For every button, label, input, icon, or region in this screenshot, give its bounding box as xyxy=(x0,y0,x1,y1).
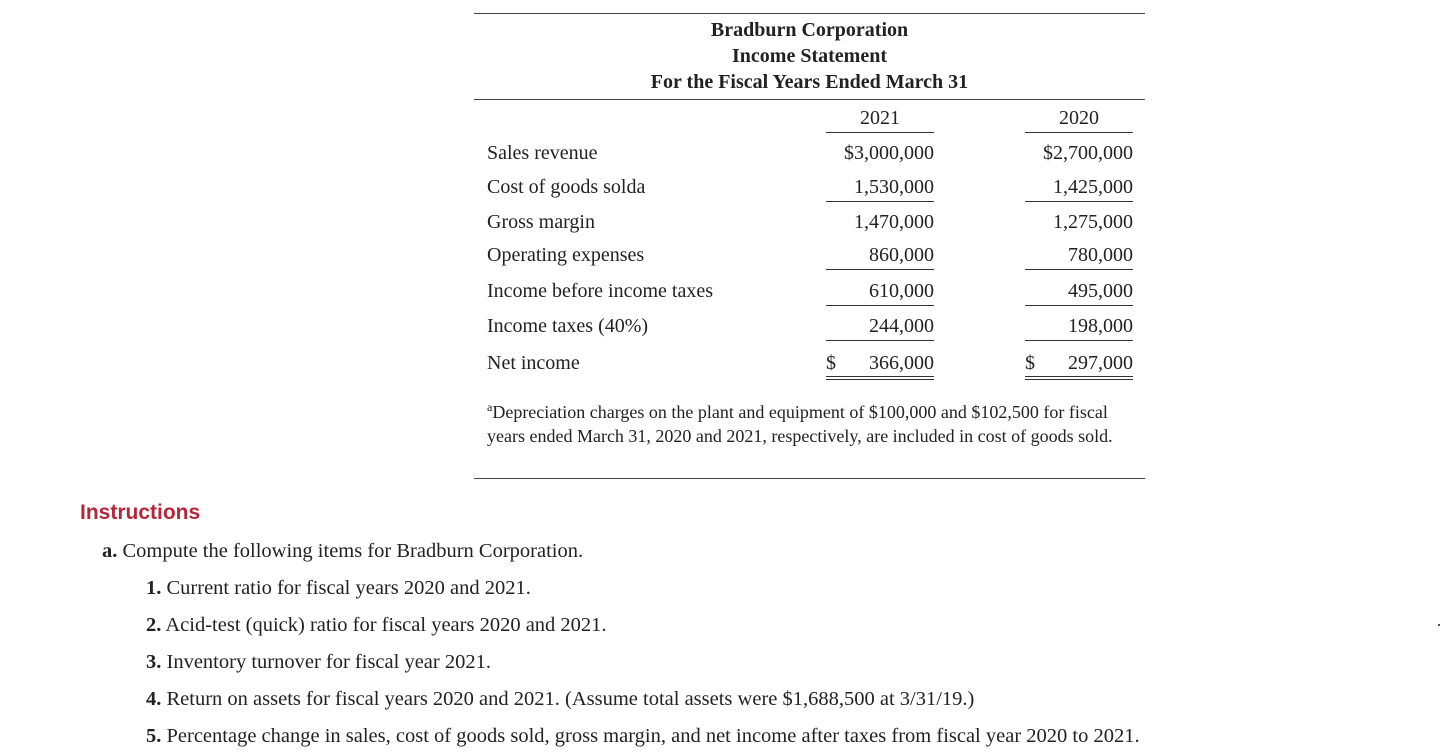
year-header-2021: 2021 xyxy=(860,107,900,129)
subtotal-rule xyxy=(826,305,934,306)
item-text: Percentage change in sales, cost of goods sold, gross margin, and net income after taxes from fiscal year 2020 to 2021. xyxy=(166,725,1140,747)
statement-title: Income Statement xyxy=(732,45,887,67)
item-text: Acid-test (quick) ratio for fiscal years 2020 and 2021. xyxy=(165,614,607,636)
amount-2021: 244,000 xyxy=(869,315,934,337)
list-item xyxy=(146,649,491,675)
footnote xyxy=(487,401,1137,448)
net-income-value: 366,000 xyxy=(869,352,934,374)
footnote-marker: a xyxy=(487,400,493,414)
part-a-marker: a. xyxy=(102,540,118,562)
amount-2021: 1,530,000 xyxy=(854,176,934,198)
row-label: Net income xyxy=(487,352,580,374)
subtotal-rule xyxy=(1025,201,1133,202)
double-rule xyxy=(1025,379,1133,380)
item-marker: 2. xyxy=(146,614,162,636)
item-text: Inventory turnover for fiscal year 2021. xyxy=(166,651,491,673)
year-header-2020: 2020 xyxy=(1059,107,1099,129)
row-label: Operating expenses xyxy=(487,244,645,266)
amount-2021: 860,000 xyxy=(869,244,934,266)
header-rule xyxy=(474,99,1145,100)
stray-dot xyxy=(1438,624,1440,626)
row-label: Cost of goods solda xyxy=(487,176,646,198)
list-item xyxy=(146,686,974,712)
subtotal-rule xyxy=(826,340,934,341)
double-rule xyxy=(826,379,934,380)
amount-2021 xyxy=(826,351,934,375)
currency-symbol: $ xyxy=(826,352,836,374)
row-label: Income taxes (40%) xyxy=(487,315,649,337)
amount-2020: 198,000 xyxy=(1068,315,1133,337)
double-rule xyxy=(826,376,934,377)
part-a xyxy=(102,538,583,564)
top-rule xyxy=(474,13,1145,14)
year-underline xyxy=(1025,132,1133,133)
item-marker: 5. xyxy=(146,725,162,747)
double-rule xyxy=(1025,376,1133,377)
item-marker: 1. xyxy=(146,577,162,599)
amount-2020: 1,275,000 xyxy=(1053,211,1133,233)
amount-2020: $2,700,000 xyxy=(1043,142,1133,164)
company-name: Bradburn Corporation xyxy=(710,19,909,41)
currency-symbol: $ xyxy=(1025,352,1035,374)
list-item xyxy=(146,612,607,638)
part-a-text: Compute the following items for Bradburn Corporation. xyxy=(122,540,584,562)
amount-2021: 1,470,000 xyxy=(854,211,934,233)
item-marker: 3. xyxy=(146,651,162,673)
row-label: Sales revenue xyxy=(487,142,598,164)
amount-2020: 780,000 xyxy=(1068,244,1133,266)
amount-2020: 495,000 xyxy=(1068,280,1133,302)
statement-period: For the Fiscal Years Ended March 31 xyxy=(650,71,969,93)
amount-2020 xyxy=(1025,351,1133,375)
instructions-heading: Instructions xyxy=(80,501,201,524)
item-text: Return on assets for fiscal years 2020 and 2021. (Assume total assets were $1,688,500 at 3/31/19.) xyxy=(166,688,975,710)
item-text: Current ratio for fiscal years 2020 and 2021. xyxy=(166,577,531,599)
subtotal-rule xyxy=(1025,305,1133,306)
bottom-rule xyxy=(474,478,1145,479)
year-underline xyxy=(826,132,934,133)
amount-2021: $3,000,000 xyxy=(844,142,934,164)
footnote-text: Depreciation charges on the plant and equipment of $100,000 and $102,500 for fiscal years ended March 31, 2020 and 2021, respectively, are included in cost of goods sold. xyxy=(487,402,1113,446)
row-label: Gross margin xyxy=(487,211,595,233)
item-marker: 4. xyxy=(146,688,162,710)
subtotal-rule xyxy=(826,269,934,270)
subtotal-rule xyxy=(826,201,934,202)
list-item xyxy=(146,723,1140,749)
net-income-value: 297,000 xyxy=(1068,352,1133,374)
list-item xyxy=(146,575,531,601)
amount-2020: 1,425,000 xyxy=(1053,176,1133,198)
subtotal-rule xyxy=(1025,269,1133,270)
amount-2021: 610,000 xyxy=(869,280,934,302)
subtotal-rule xyxy=(1025,340,1133,341)
row-label: Income before income taxes xyxy=(487,280,714,302)
